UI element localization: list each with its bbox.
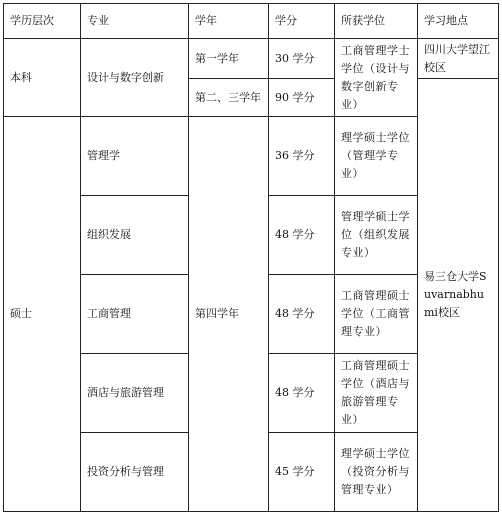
header-degree: 所获学位: [335, 4, 418, 39]
header-level: 学历层次: [4, 4, 81, 39]
degree-cell: 管理学硕士学位（组织发展专业）: [335, 196, 418, 275]
year-cell: 第一学年: [189, 39, 269, 79]
header-location: 学习地点: [418, 4, 499, 39]
major-cell: 管理学: [81, 117, 189, 196]
year-cell: 第四学年: [189, 117, 269, 512]
credits-cell: 36 学分: [269, 117, 335, 196]
header-credits: 学分: [269, 4, 335, 39]
credits-cell: 90 学分: [269, 79, 335, 117]
credits-cell: 45 学分: [269, 433, 335, 512]
major-cell: 设计与数字创新: [81, 39, 189, 117]
header-year: 学年: [189, 4, 269, 39]
year-cell: 第二、三学年: [189, 79, 269, 117]
degree-cell: 工商管理学士学位（设计与数字创新专业）: [335, 39, 418, 117]
degree-cell: 工商管理硕士学位（工商管理专业）: [335, 275, 418, 354]
major-cell: 工商管理: [81, 275, 189, 354]
table-header-row: [4, 4, 499, 39]
location-cell: 易三仓大学Suvarnabhumi校区: [418, 79, 499, 512]
location-cell: 四川大学望江校区: [418, 39, 499, 79]
credits-cell: 48 学分: [269, 354, 335, 433]
level-cell: 本科: [4, 39, 81, 117]
credits-cell: 30 学分: [269, 39, 335, 79]
table-row: [4, 39, 499, 79]
header-major: 专业: [81, 4, 189, 39]
degree-cell: 理学硕士学位（投资分析与管理专业）: [335, 433, 418, 512]
major-cell: 组织发展: [81, 196, 189, 275]
degree-cell: 工商管理硕士学位（酒店与旅游管理专业）: [335, 354, 418, 433]
major-cell: 投资分析与管理: [81, 433, 189, 512]
degree-cell: 理学硕士学位（管理学专业）: [335, 117, 418, 196]
level-cell: 硕士: [4, 117, 81, 512]
credits-cell: 48 学分: [269, 196, 335, 275]
major-cell: 酒店与旅游管理: [81, 354, 189, 433]
degree-program-table: [3, 3, 499, 512]
credits-cell: 48 学分: [269, 275, 335, 354]
